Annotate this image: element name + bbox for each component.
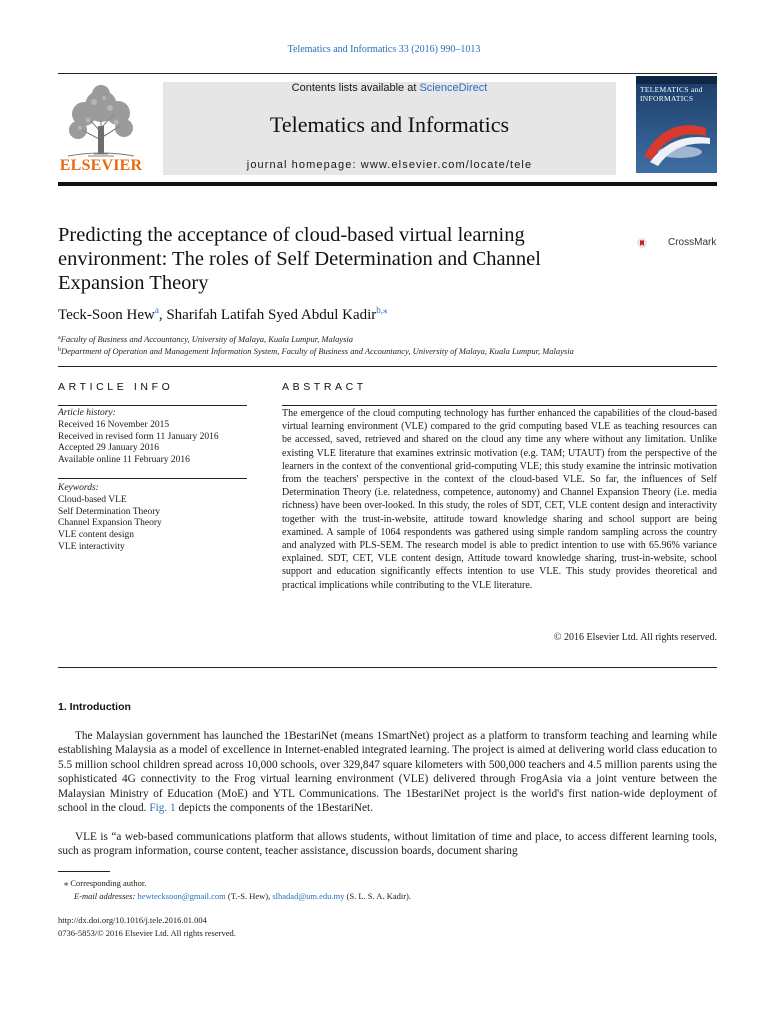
keyword-item: Cloud-based VLE <box>58 494 127 505</box>
header-bottom-rule <box>58 182 717 186</box>
email-label: E-mail addresses: <box>74 891 138 901</box>
keywords-label: Keywords: <box>58 483 99 493</box>
author-name[interactable]: Teck-Soon Hew <box>58 307 155 323</box>
abstract-copyright: © 2016 Elsevier Ltd. All rights reserved. <box>553 632 717 643</box>
author-separator: , <box>158 307 167 323</box>
affiliation-a <box>58 334 353 344</box>
affiliation-text: Faculty of Business and Accountancy, University of Malaya, Kuala Lumpur, Malaysia <box>60 334 354 344</box>
email-owner: (S. L. S. A. Kadir). <box>344 891 411 901</box>
journal-header-box <box>163 82 616 175</box>
affiliation-b <box>58 346 574 356</box>
author-list <box>58 305 388 324</box>
email-owner: (T.-S. Hew), <box>225 891 273 901</box>
keywords-rule <box>58 478 247 479</box>
paragraph-text: The Malaysian government has launched the 1BestariNet (means 1SmartNet) project as a platform to transform teaching and learning while establishing Malaysia as a model of excellence in Internet-enabled integrated learning. The project is aimed at delivering world class education to 5.5 million school children spread across 10,000 schools, over 329,847 square kilometers with 500,000 teachers and 4.5 million parents using the sophisticated 4G connectivity to the Frog virtual learning environment (VLE) delivered through FrogAsia via a joint venture between the Malaysian Ministry of Education (MoE) and YTL Communications. The 1BestariNet project is the world's first nation-wide deployment of school in the cloud. <box>58 730 717 815</box>
corresponding-text: Corresponding author. <box>68 878 147 888</box>
abstract-heading: ABSTRACT <box>282 381 367 393</box>
journal-name: Telematics and Informatics <box>269 112 510 137</box>
affiliation-text: Department of Operation and Management Information System, Faculty of Business and Accountancy, University of Malaya, Kuala Lumpur, Malaysia <box>61 346 574 356</box>
article-history <box>58 408 219 467</box>
article-title: Predicting the acceptance of cloud-based virtual learning environment: The roles of Self Determination and Channel Expansion Theory <box>58 224 541 294</box>
crossmark-label[interactable]: CrossMark <box>668 237 717 248</box>
author-affiliation-mark[interactable]: a <box>154 305 159 315</box>
abstract-text: The emergence of the cloud computing technology has further enhanced the capabilities of the cloud-based virtual learning environment (VLE) compared to the grid computing based VLE as teaching resources can be accessed, saved, retrieved and shared on the cloud any time any where without any limitation. Unlike existing VLE literature that examines extrinsic motivation (e.g. TAM; UTAUT) from the perspective of the learners in the context of the conventional grid-computing VLE; this study examine the intrinsic motivation from the teachers' perspective in the context of the cloud-based VLE. So far, the influences of Self Determination Theory (i.e. relatedness, competence, autonomy) and Channel Expansion Theory (i.e. media richness) have been over-looked. In this study, the roles of SDT, CET, VLE content design and interactivity together with the trust-in-website, attitude toward knowledge sharing and school support are being examined. A sample of 1064 respondents was gathered using simple random sampling across the country and analyzed with PLS-SEM. The research model is able to predict intention to use with 65.96% variance explained. SDT, CET, VLE content design, Attitude toward knowledge sharing, trust-in-website, school support and education significantly effects intention to use VLE. This study provides theoretical and practical implications while contributing to the VLE literature. <box>282 408 717 591</box>
cover-title-text: TELEMATICS and INFORMATICS <box>640 85 703 103</box>
doi-link[interactable]: http://dx.doi.org/10.1016/j.tele.2016.01.004 <box>58 915 207 925</box>
keyword-item: Channel Expansion Theory <box>58 518 162 529</box>
history-item: Received in revised form 11 January 2016 <box>58 431 219 442</box>
section-heading-introduction: 1. Introduction <box>58 701 131 713</box>
history-item: Accepted 29 January 2016 <box>58 443 160 454</box>
header-top-rule <box>58 73 717 74</box>
abstract-rule <box>282 405 717 406</box>
paragraph-text: depicts the components of the 1BestariNet. <box>175 802 374 815</box>
issn-copyright: 0736-5853/© 2016 Elsevier Ltd. All rights reserved. <box>58 928 236 938</box>
email-link-kadir[interactable]: slhadad@um.edu.my <box>272 891 345 901</box>
sciencedirect-link[interactable]: ScienceDirect <box>419 82 488 94</box>
corresponding-author-note <box>64 878 146 889</box>
keyword-item: VLE interactivity <box>58 541 125 552</box>
keywords-block <box>58 483 162 554</box>
email-link-hew[interactable]: hewtecksoon@gmail.com <box>137 891 226 901</box>
email-addresses-note <box>74 891 411 901</box>
contents-prefix: Contents lists available at <box>291 82 420 94</box>
elsevier-wordmark: ELSEVIER <box>59 157 143 174</box>
affiliation-mark: a <box>58 335 61 341</box>
history-item: Received 16 November 2015 <box>58 419 170 430</box>
footnote-rule <box>58 871 110 872</box>
journal-homepage[interactable]: journal homepage: www.elsevier.com/locate/tele <box>246 159 533 171</box>
keyword-item: Self Determination Theory <box>58 506 161 517</box>
affiliation-rule <box>58 366 717 367</box>
article-info-rule <box>58 405 247 406</box>
crossmark-icon[interactable] <box>637 228 667 258</box>
author-name[interactable]: Sharifah Latifah Syed Abdul Kadir <box>166 307 377 323</box>
keyword-item: VLE content design <box>58 530 134 541</box>
abstract-bottom-rule <box>58 667 717 668</box>
affiliation-mark: b <box>58 347 61 353</box>
intro-paragraph-2: VLE is “a web-based communications platform that allows students, without limitation of time and place, to access different learning tools, such as program information, course content, teacher assistance, discussion boards, document sharing <box>58 831 717 858</box>
history-item: Available online 11 February 2016 <box>58 455 190 466</box>
intro-paragraph-1 <box>58 729 717 815</box>
journal-citation[interactable]: Telematics and Informatics 33 (2016) 990–1013 <box>287 44 481 55</box>
history-label: Article history: <box>58 408 116 418</box>
article-info-heading: ARTICLE INFO <box>58 381 174 393</box>
corresponding-mark: ⁎ <box>64 878 69 888</box>
figure-1-link[interactable]: Fig. 1 <box>149 802 176 815</box>
contents-line <box>163 82 616 94</box>
author-affiliation-mark[interactable]: b,⁎ <box>376 305 388 315</box>
